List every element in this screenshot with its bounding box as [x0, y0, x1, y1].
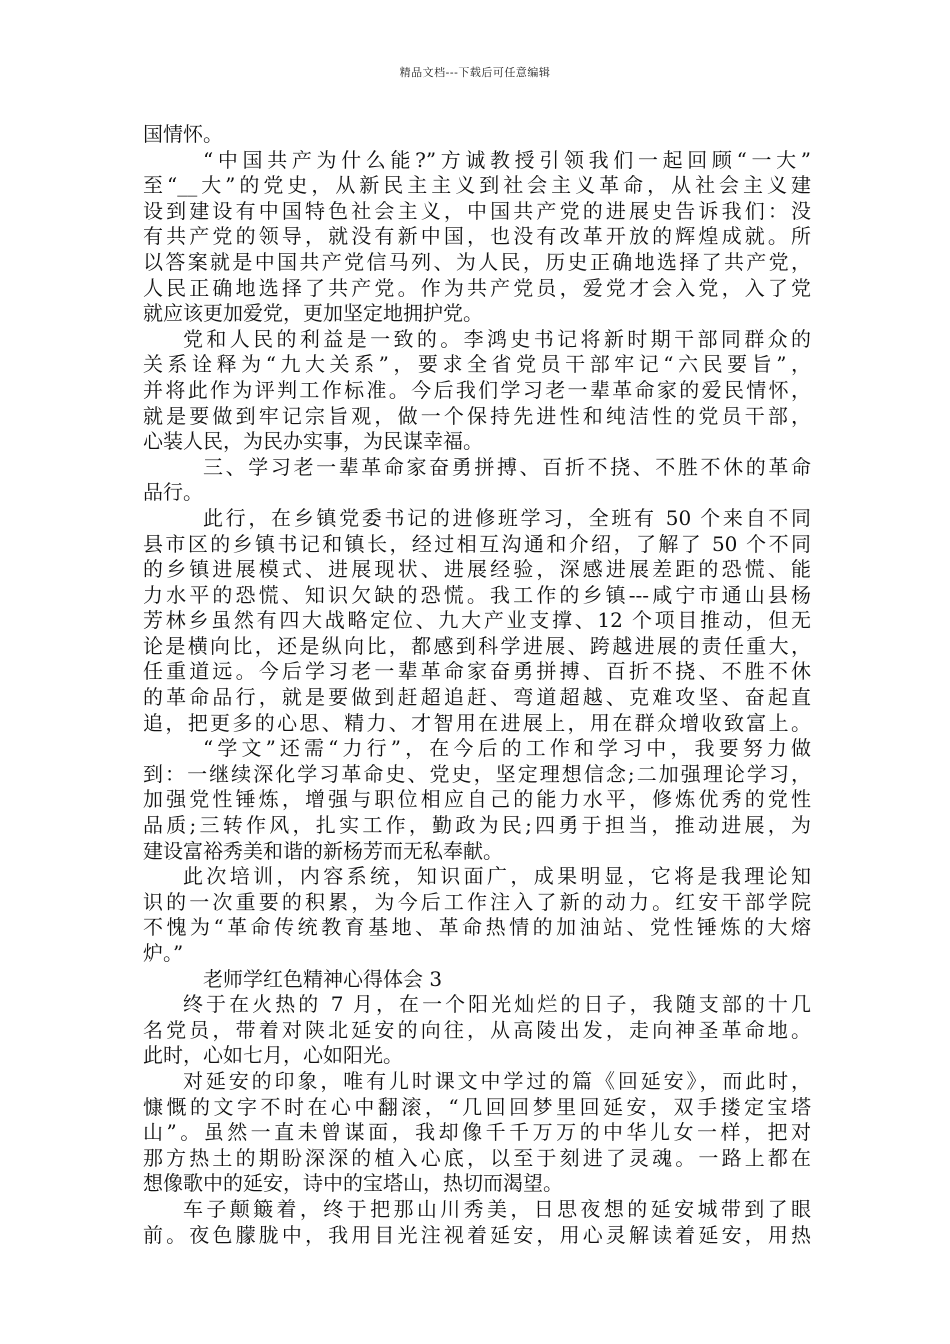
text-line: 此时，心如七月，心如阳光。 — [143, 1043, 403, 1068]
text-line: 加强党性锤炼，增强与职位相应自己的能力水平，修炼优秀的党性 — [143, 787, 811, 812]
text-line: 论是横向比，还是纵向比，都感到科学进展、跨越进展的责任重大， — [143, 633, 811, 658]
text-line: 关系诠释为“九大关系”，要求全省党员干部牢记“六民要旨”， — [143, 352, 811, 377]
text-line: 就是要做到牢记宗旨观，做一个保持先进性和纯洁性的党员干部， — [143, 403, 811, 428]
text-line: 追，把更多的心思、精力、才智用在进展上，用在群众增收致富上。 — [143, 710, 811, 735]
text-line: 就应该更加爱党，更加坚定地拥护党。 — [143, 301, 483, 326]
text-line: 此行，在乡镇党委书记的进修班学习，全班有 50 个来自不同 — [203, 505, 811, 530]
text-line: 至“__大”的党史，从新民主主义到社会主义革命，从社会主义建 — [143, 173, 811, 198]
text-line: 设到建设有中国特色社会主义，中国共产党的进展史告诉我们：没 — [143, 198, 811, 223]
text-line: 任重道远。今后学习老一辈革命家奋勇拼搏、百折不挠、不胜不休 — [143, 659, 811, 684]
text-line: 想像歌中的延安，诗中的宝塔山，热切而渴望。 — [143, 1171, 563, 1196]
text-line: “学文”还需“力行”，在今后的工作和学习中，我要努力做 — [203, 736, 811, 761]
text-line: 的革命品行，就是要做到赶超追赶、弯道超越、克难攻坚、奋起直 — [143, 685, 811, 710]
text-line: 以答案就是中国共产党信马列、为人民，历史正确地选择了共产党， — [143, 249, 811, 274]
text-line: 有共产党的领导，就没有新中国，也没有改革开放的辉煌成就。所 — [143, 224, 811, 249]
text-line: 建设富裕秀美和谐的新杨芳而无私奉献。 — [143, 838, 503, 863]
text-line: 不愧为“革命传统教育基地、革命热情的加油站、党性锤炼的大熔 — [143, 915, 811, 940]
text-line: 国情怀。 — [143, 122, 223, 146]
text-line: 车子颠簸着，终于把那山川秀美，日思夜想的延安城带到了眼 — [183, 1196, 811, 1221]
text-line: 到：一继续深化学习革命史、党史，坚定理想信念;二加强理论学习， — [143, 761, 811, 786]
page-header: 精品文档---下载后可任意编辑 — [399, 66, 551, 79]
text-line: 的乡镇进展模式、进展现状、进展经验，深感进展差距的恐慌、能 — [143, 557, 811, 582]
document-body — [143, 122, 811, 1248]
text-line: 终于在火热的 7 月，在一个阳光灿烂的日子，我随支部的十几 — [183, 992, 811, 1017]
text-line: 芳林乡虽然有四大战略定位、九大产业支撑、12 个项目推动，但无 — [143, 608, 811, 633]
text-line: 慷慨的文字不时在心中翻滚，“几回回梦里回延安，双手搂定宝塔 — [143, 1094, 811, 1119]
text-line: 名党员，带着对陕北延安的向往，从高陵出发，走向神圣革命地。 — [143, 1017, 811, 1042]
text-line: “中国共产为什么能?”方诚教授引领我们一起回顾“一大” — [203, 147, 811, 172]
text-line: 人民正确地选择了共产党。作为共产党员，爱党才会入党，入了党 — [143, 275, 811, 300]
text-line: 心装人民，为民办实事，为民谋幸福。 — [143, 429, 483, 454]
text-line: 三、学习老一辈革命家奋勇拼搏、百折不挠、不胜不休的革命 — [203, 454, 811, 479]
text-line: 炉。” — [143, 941, 184, 965]
text-line: 前。夜色朦胧中，我用目光注视着延安，用心灵解读着延安，用热 — [143, 1222, 811, 1247]
text-line: 对延安的印象，唯有儿时课文中学过的篇《回延安》，而此时， — [183, 1068, 811, 1093]
text-line: 那方热土的期盼深深的植入心底，以至于刻进了灵魂。一路上都在 — [143, 1145, 811, 1170]
text-line: 此次培训，内容系统，知识面广，成果明显，它将是我理论知 — [183, 864, 811, 889]
text-line: 县市区的乡镇书记和镇长，经过相互沟通和介绍，了解了 50 个不同 — [143, 531, 811, 556]
text-line: 老师学红色精神心得体会 3 — [203, 966, 443, 991]
text-line: 并将此作为评判工作标准。今后我们学习老一辈革命家的爱民情怀， — [143, 377, 811, 402]
text-line: 品质;三转作风，扎实工作，勤政为民;四勇于担当，推动进展，为 — [143, 813, 811, 838]
text-line: 品行。 — [143, 480, 203, 505]
text-line: 山”。虽然一直未曾谋面，我却像千千万万的中华儿女一样，把对 — [143, 1120, 811, 1145]
text-line: 力水平的恐慌、知识欠缺的恐慌。我工作的乡镇---咸宁市通山县杨 — [143, 582, 811, 607]
text-line: 党和人民的利益是一致的。李鸿史书记将新时期干部同群众的 — [183, 326, 811, 351]
text-line: 识的一次重要的积累，为今后工作注入了新的动力。红安干部学院 — [143, 889, 811, 914]
